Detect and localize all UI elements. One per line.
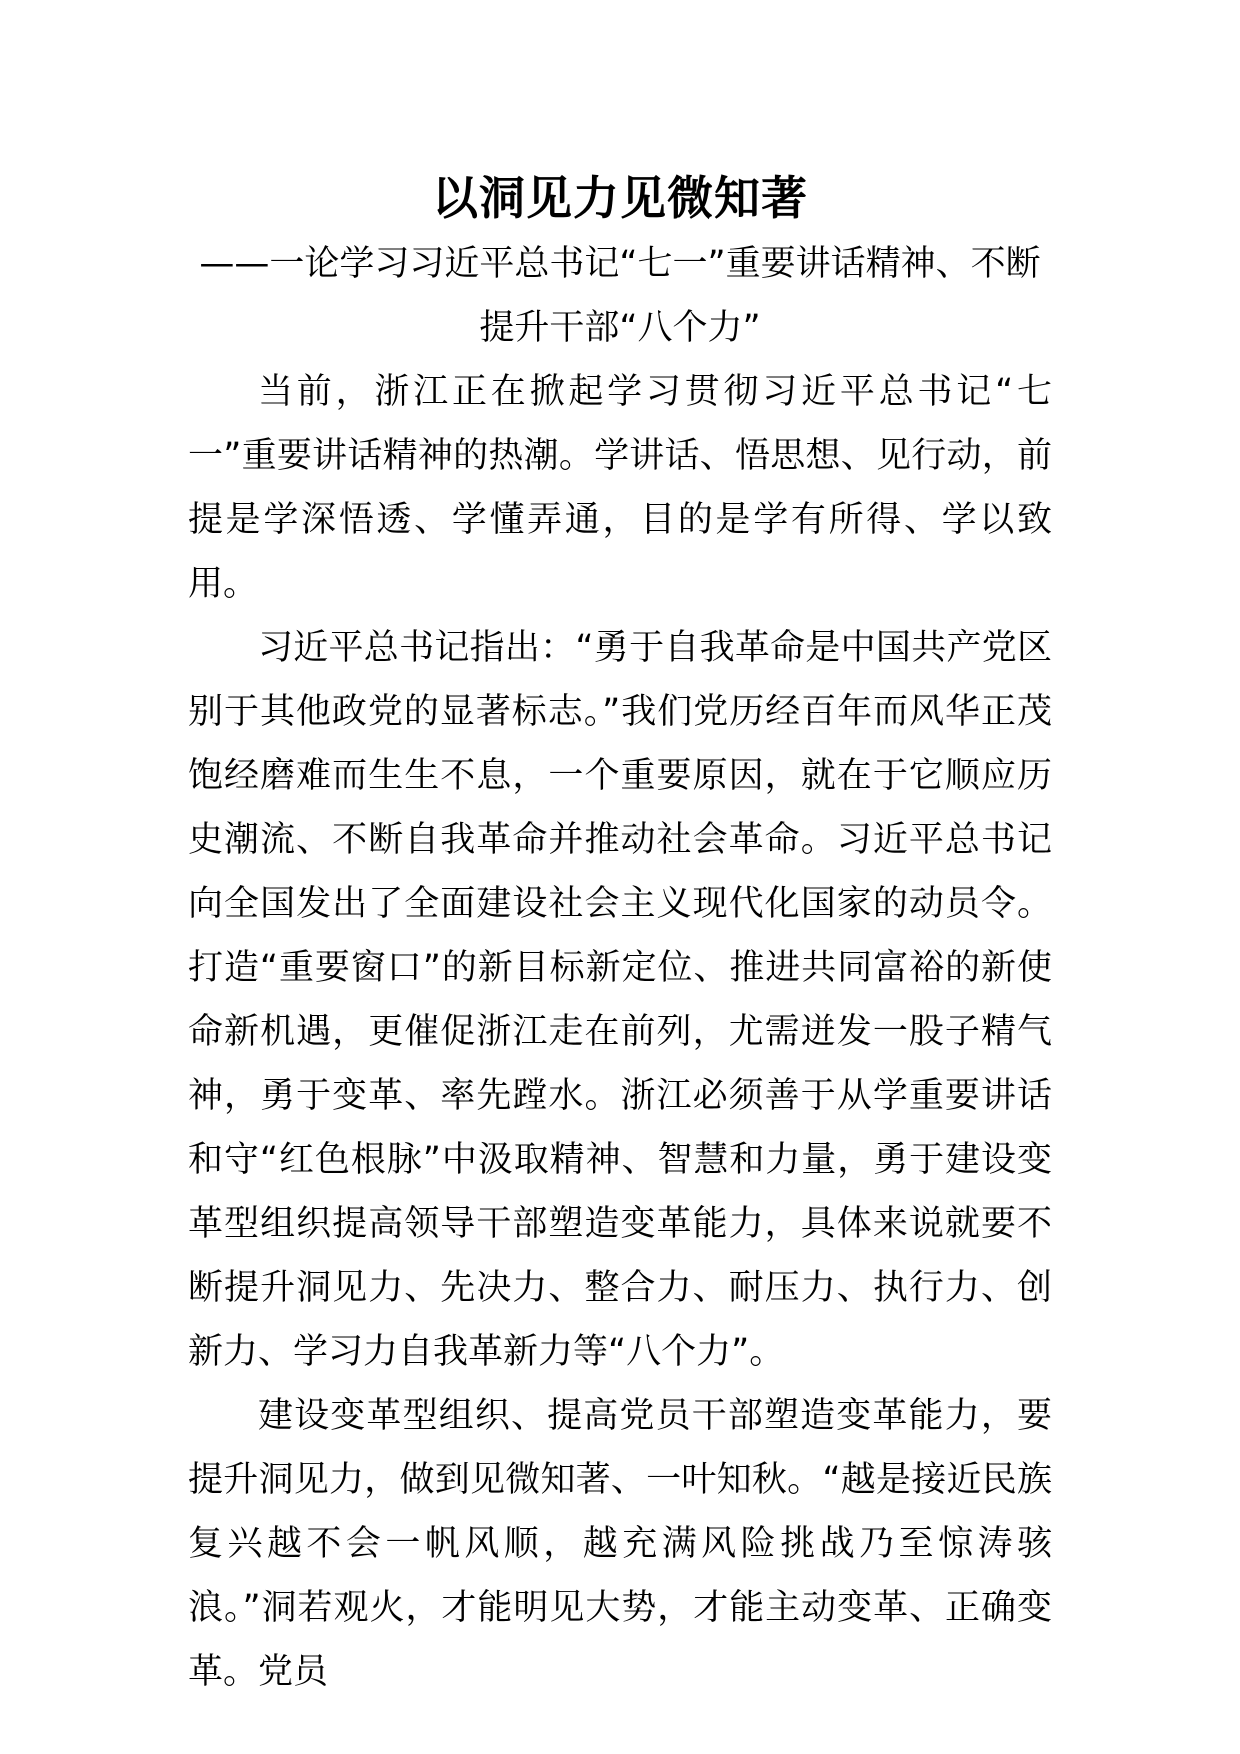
document-page xyxy=(188,168,1052,1704)
document-title: 以洞见力见微知著 xyxy=(432,171,808,225)
document-subtitle xyxy=(188,232,1052,360)
paragraph-2: 习近平总书记指出：“勇于自我革命是中国共产党区别于其他政党的显著标志。”我们党历经百年而风华正茂饱经磨难而生生不息，一个重要原因，就在于它顺应历史潮流、不断自我革命并推动社会革命。习近平总书记向全国发出了全面建设社会主义现代化国家的动员令。打造“重要窗口”的新目标新定位、推进共同富裕的新使命新机遇，更催促浙江走在前列，尤需迸发一股子精气神，勇于变革、率先蹚水。浙江必须善于从学重要讲话和守“红色根脉”中汲取精神、智慧和力量，勇于建设变革型组织提高领导干部塑造变革能力，具体来说就要不断提升洞见力、先决力、整合力、耐压力、执行力、创新力、学习力自我革新力等“八个力”。 xyxy=(188,628,1052,1372)
subtitle-line-1: ——一论学习习近平总书记“七一”重要讲话精神、不断 xyxy=(199,244,1041,284)
paragraph-1: 当前，浙江正在掀起学习贯彻习近平总书记“七一”重要讲话精神的热潮。学讲话、悟思想、见行动，前提是学深悟透、学懂弄通，目的是学有所得、学以致用。 xyxy=(188,372,1052,604)
document-body xyxy=(188,360,1052,1704)
subtitle-line-2: 提升干部“八个力” xyxy=(479,308,761,348)
paragraph-3: 建设变革型组织、提高党员干部塑造变革能力，要提升洞见力，做到见微知著、一叶知秋。“越是接近民族复兴越不会一帆风顺，越充满风险挑战乃至惊涛骇浪。”洞若观火，才能明见大势，才能主动变革、正确变革。党员 xyxy=(188,1396,1052,1692)
